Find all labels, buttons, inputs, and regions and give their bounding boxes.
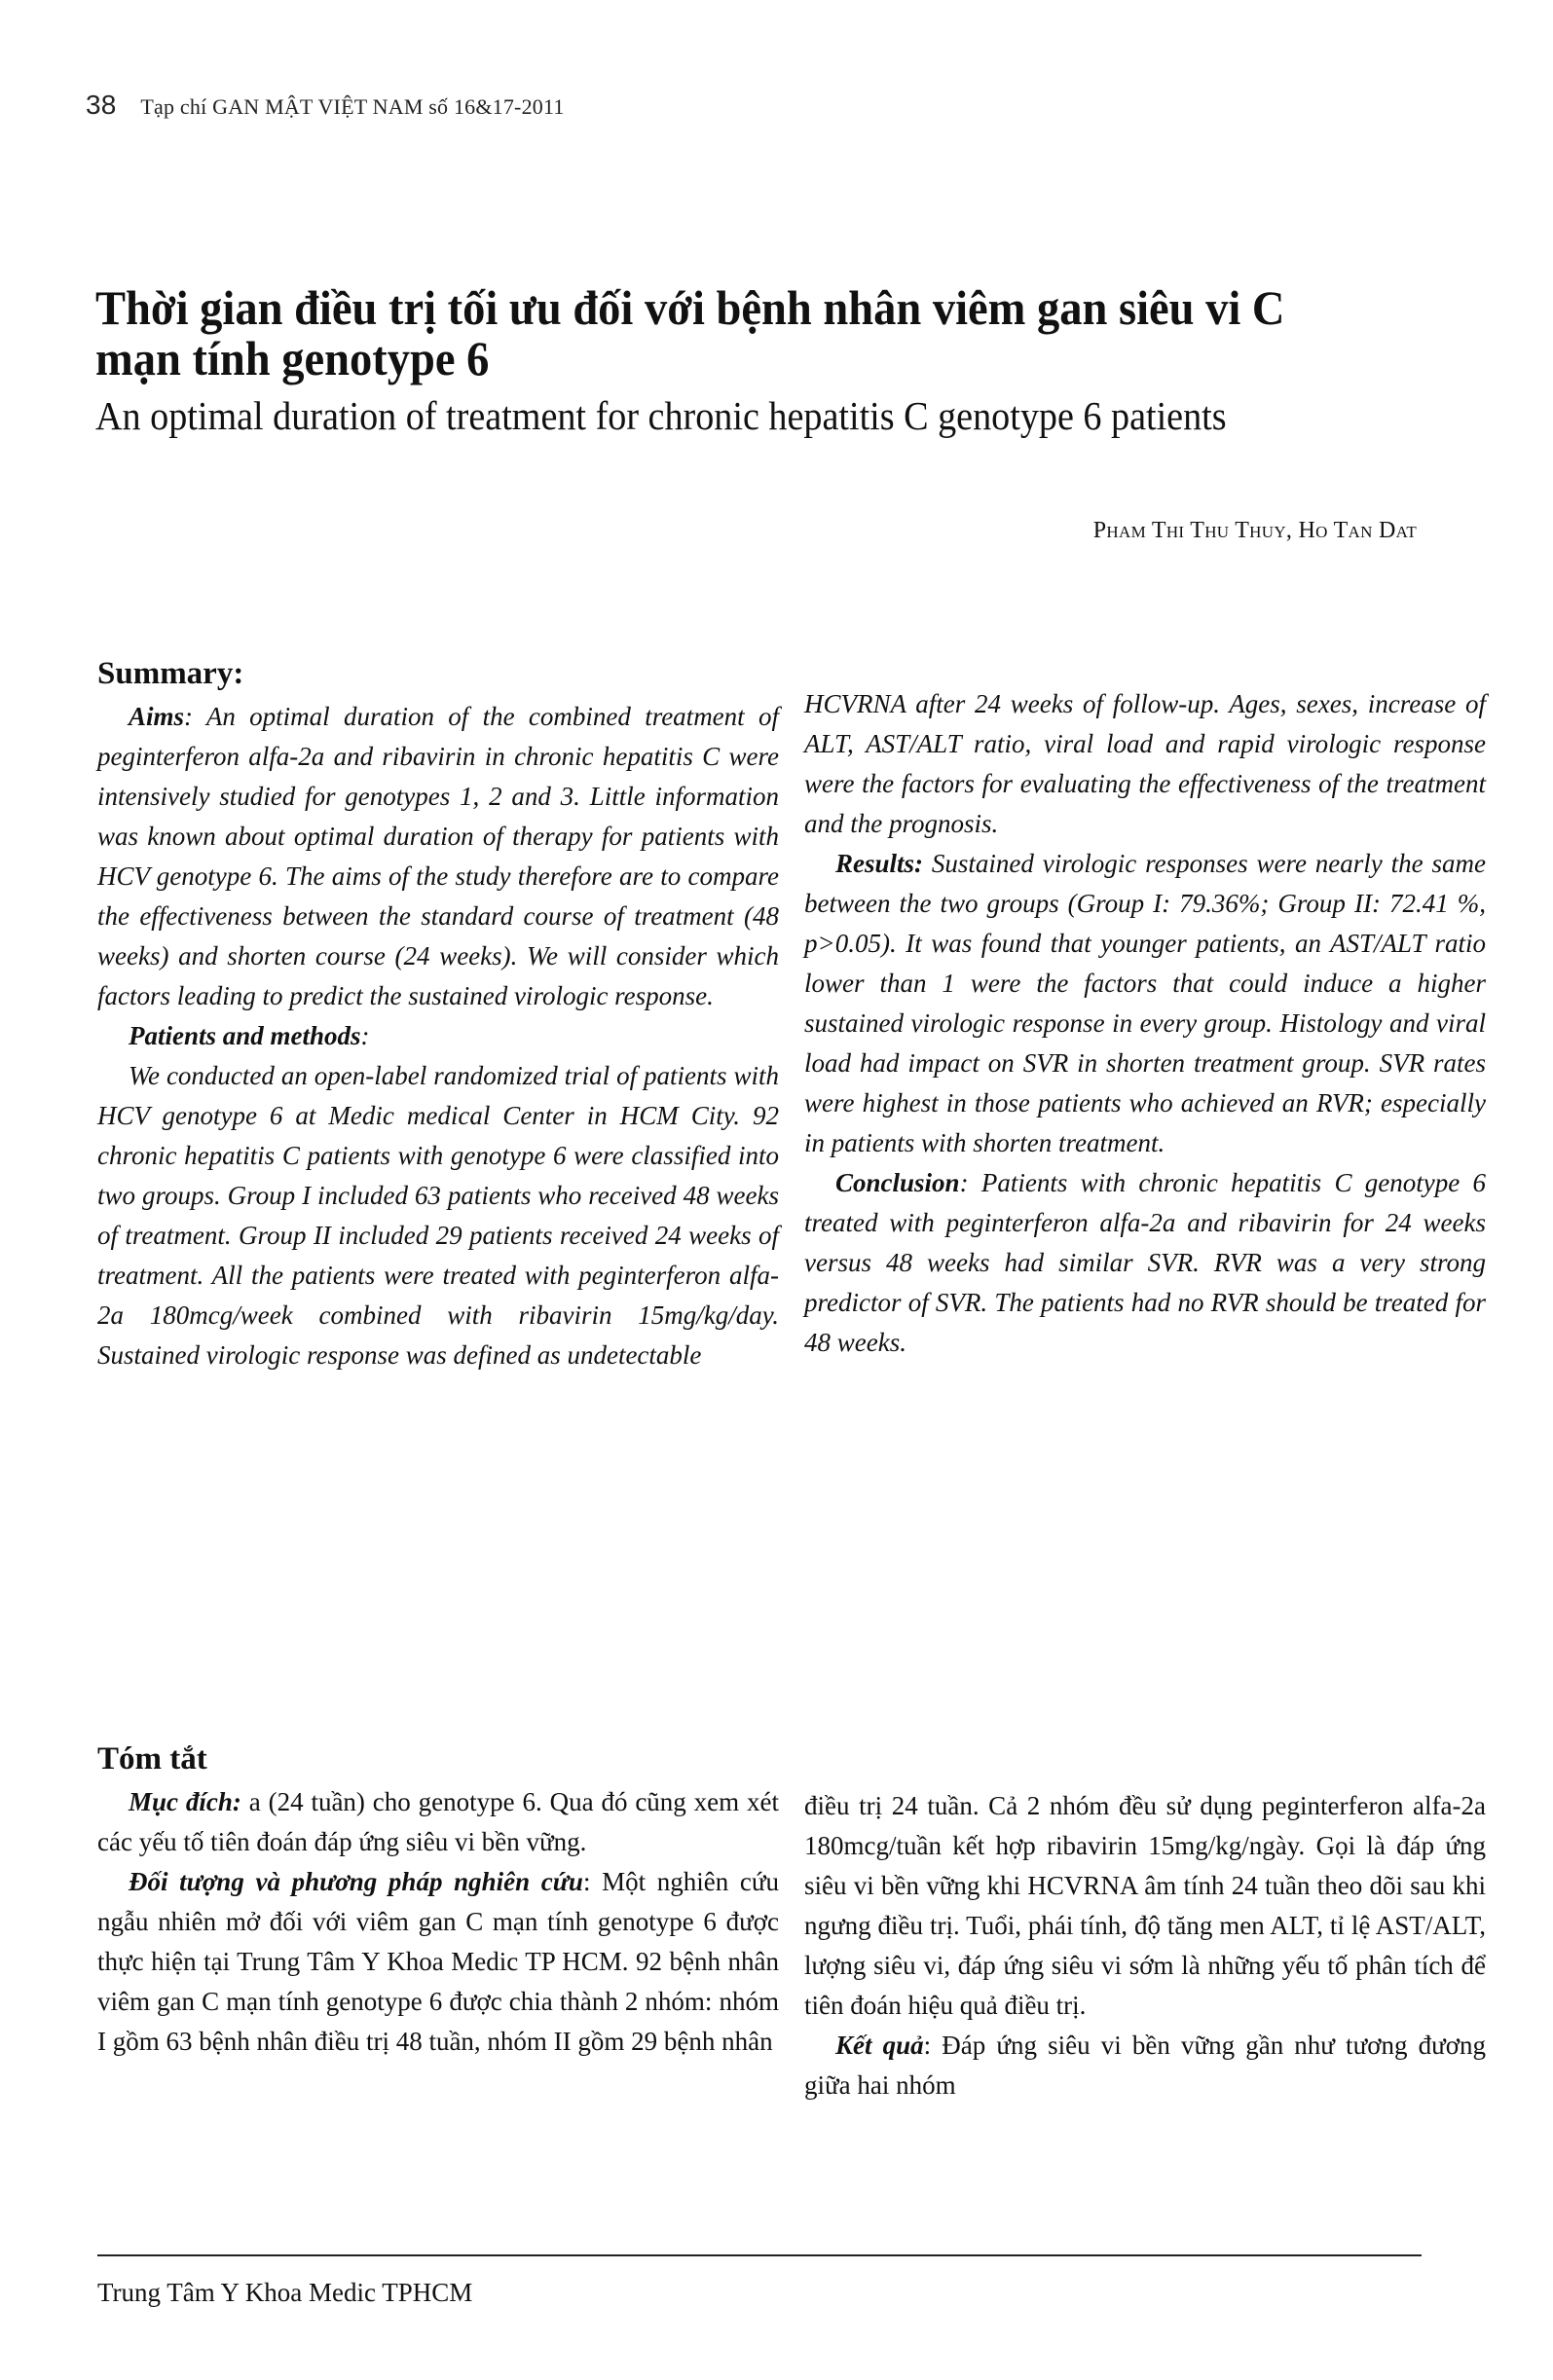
- aims-text: : An optimal duration of the combined treatment of peginterferon alfa-2a and ribavirin in chronic hepatitis C were intensively studied for genotypes 1, 2 and 3. Little information was known about optimal duration of therapy for patients with HCV genotype 6. The aims of the study therefore are to compare the effectiveness between the standard course of treatment (48 weeks) and shorten course (24 weeks). We will consider which factors leading to predict the sustained virologic response.: [97, 702, 779, 1010]
- ket-qua-label: Kết quả: [835, 2031, 924, 2060]
- ket-qua-text: : Đáp ứng siêu vi bền vững gần như tương đương giữa hai nhóm: [804, 2031, 1487, 2100]
- methods-text: We conducted an open-label randomized trial of patients with HCV genotype 6 at Medic medical Center in HCM City. 92 chronic hepatitis C patients with genotype 6 were classified into two groups. Group I included 63 patients who received 48 weeks of treatment. Group II included 29 patients received 24 weeks of treatment. All the patients were treated with peginterferon alfa-2a 180mcg/week combined with ribavirin 15mg/kg/day. Sustained virologic response was defined as undetectable: [97, 1061, 779, 1370]
- running-header: [86, 90, 565, 121]
- summary-heading: Summary:: [97, 656, 244, 691]
- footnote-divider: [97, 2254, 1422, 2256]
- journal-name: Tạp chí GAN MẬT VIỆT NAM số 16&17-2011: [140, 94, 565, 119]
- summary-english-right-column: [804, 684, 1486, 1363]
- page-number: 38: [86, 90, 117, 120]
- summary-vietnamese-left-column: [97, 1738, 779, 2062]
- conclusion-text: : Patients with chronic hepatitis C genotype 6 treated with peginterferon alfa-2a and ribavirin for 24 weeks versus 48 weeks had similar SVR. RVR was a very strong predictor of SVR. The patients had no RVR should be treated for 48 weeks.: [804, 1168, 1486, 1357]
- methods-label: Patients and methods: [129, 1021, 361, 1050]
- results-label: Results:: [835, 849, 924, 878]
- aims-label: Aims: [129, 702, 185, 731]
- author-affiliation: Trung Tâm Y Khoa Medic TPHCM: [97, 2278, 473, 2307]
- conclusion-paragraph: [804, 1163, 1486, 1363]
- article-title-vietnamese: Thời gian điều trị tối ưu đối với bệnh nhân viêm gan siêu vi C mạn tính genotype 6: [95, 280, 1285, 385]
- ket-qua-paragraph: [804, 2026, 1486, 2105]
- muc-dich-label: Mục đích:: [129, 1787, 241, 1816]
- phuong-phap-text-continued: điều trị 24 tuần. Cả 2 nhóm đều sử dụng peginterferon alfa-2a 180mcg/tuần kết hợp ribavirin 15mg/kg/ngày. Gọi là đáp ứng siêu vi bền vững khi HCVRNA âm tính 24 tuần theo dõi sau khi ngưng điều trị. Tuổi, phái tính, độ tăng men ALT, tỉ lệ AST/ALT, lượng siêu vi, đáp ứng siêu vi sớm là những yếu tố phân tích để tiên đoán hiệu quả điều trị.: [804, 1791, 1486, 2020]
- aims-paragraph: [97, 697, 779, 1016]
- muc-dich-text: a (24 tuần) cho genotype 6. Qua đó cũng xem xét các yếu tố tiên đoán đáp ứng siêu vi bền vững.: [97, 1787, 780, 1856]
- article-title-english: An optimal duration of treatment for chronic hepatitis C genotype 6 patients: [95, 393, 1227, 438]
- methods-text-continued: HCVRNA after 24 weeks of follow-up. Ages, sexes, increase of ALT, AST/ALT ratio, viral load and rapid virologic response were the factors for evaluating the effectiveness of the treatment and the prognosis.: [804, 689, 1486, 838]
- phuong-phap-text: : Một nghiên cứu ngẫu nhiên mở đối với viêm gan C mạn tính genotype 6 được thực hiện tại Trung Tâm Y Khoa Medic TP HCM. 92 bệnh nhân viêm gan C mạn tính genotype 6 được chia thành 2 nhóm: nhóm I gồm 63 bệnh nhân điều trị 48 tuần, nhóm II gồm 29 bệnh nhân: [97, 1867, 779, 2056]
- phuong-phap-label: Đối tượng và phương pháp nghiên cứu: [129, 1867, 583, 1896]
- tom-tat-heading: Tóm tắt: [97, 1741, 207, 1776]
- authors: Pham Thi Thu Thuy, Ho Tan Dat: [1092, 518, 1417, 543]
- results-text: Sustained virologic responses were nearly the same between the two groups (Group I: 79.36%; Group II: 72.41 %, p>0.05). It was found that younger patients, an AST/ALT ratio lower than 1 were the factors that could induce a higher sustained virologic response in every group. Histology and viral load had impact on SVR in shorten treatment group. SVR rates were highest in those patients who achieved an RVR; especially in patients with shorten treatment.: [804, 849, 1486, 1157]
- methods-heading: [97, 1016, 779, 1056]
- summary-english-left-column: [97, 652, 779, 1375]
- muc-dich-paragraph: [97, 1782, 779, 1862]
- results-paragraph: [804, 844, 1486, 1163]
- phuong-phap-paragraph: [97, 1862, 779, 2062]
- methods-colon: :: [360, 1021, 370, 1050]
- conclusion-label: Conclusion: [835, 1168, 960, 1197]
- summary-vietnamese-right-column: [804, 1786, 1486, 2105]
